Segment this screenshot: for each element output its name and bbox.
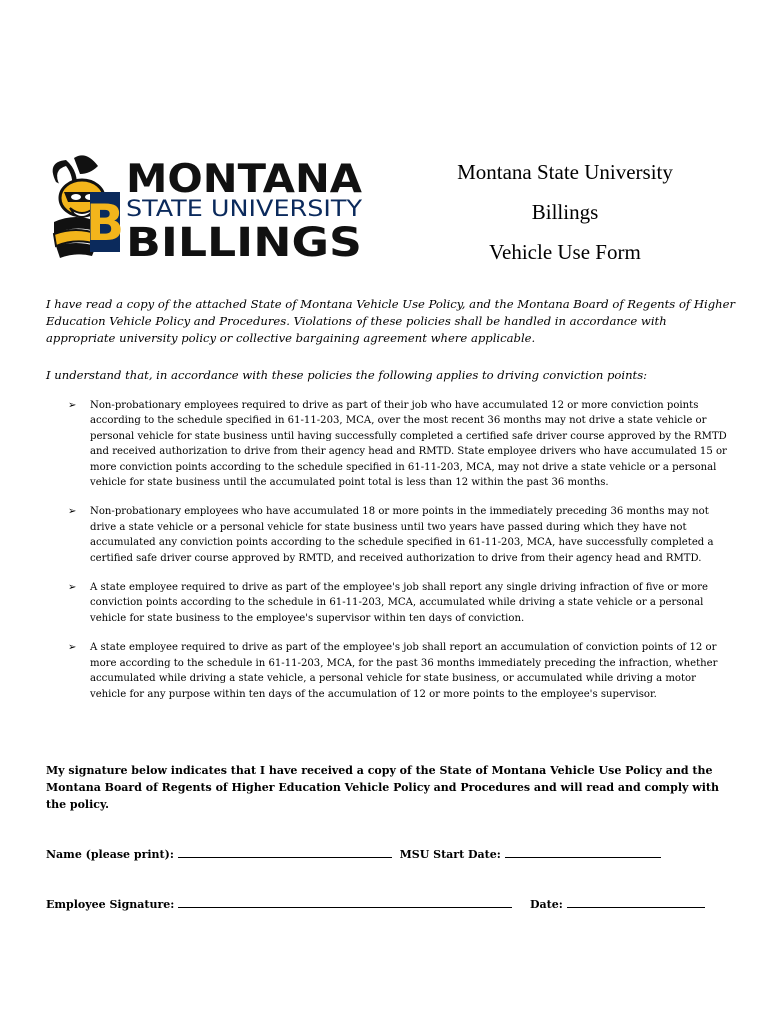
list-item-text: Non-probationary employees who have accumulated 18 or more points in the immediately preceding 36 months may not drive a state vehicle or a personal vehicle for state business until two years have passed during which they have not accumulated any conviction points according to the schedule specified in 61-11-203, MCA, have successfully completed a certified safe driver course approved by RMTD, and received authorization to drive from their agency head and RMTD. bbox=[90, 506, 714, 564]
signature-input-line[interactable] bbox=[178, 896, 512, 908]
understand-statement: I understand that, in accordance with these policies the following applies to driving conviction points: bbox=[46, 368, 648, 382]
logo-monogram: B bbox=[85, 194, 125, 252]
name-label: Name (please print): bbox=[46, 848, 174, 861]
list-item-text: Non-probationary employees required to drive as part of their job who have accumulated 12 or more conviction points according to the schedule specified in 61-11-203, MCA, over the most recent 36 months may not drive a state vehicle or personal vehicle for state business until having successfully completed a certified safe driver course approved by the RMTD and received authorization to drive from their agency head and RMTD. State employee drivers who have accumulated 15 or more conviction points according to the schedule specified in 61-11-203, MCA, may not drive a state vehicle or a personal vehicle for state business until the accumulated point total is less than 12 within the past 36 months. bbox=[90, 400, 727, 489]
list-item bbox=[68, 398, 728, 490]
list-item bbox=[68, 580, 728, 626]
arrow-bullet-icon: ➢ bbox=[68, 506, 77, 518]
name-input-line[interactable] bbox=[178, 846, 392, 858]
form-title-block bbox=[420, 152, 710, 272]
arrow-bullet-icon: ➢ bbox=[68, 400, 77, 411]
signature-field-row bbox=[46, 896, 705, 911]
start-date-label: MSU Start Date: bbox=[399, 848, 501, 861]
university-name: Montana State University bbox=[457, 160, 673, 184]
intro-paragraph: I have read a copy of the attached State of Montana Vehicle Use Policy, and the Montana Board of Regents of Higher Education Vehicle Policy and Procedures. Violations of these policies shall be handled in accordance with appropriate university policy or collective bargaining agreement where applicable. bbox=[46, 297, 736, 345]
arrow-bullet-icon: ➢ bbox=[68, 642, 77, 654]
arrow-bullet-icon: ➢ bbox=[68, 582, 77, 594]
form-title: Vehicle Use Form bbox=[489, 240, 641, 264]
logo-line2: STATE UNIVERSITY bbox=[126, 197, 363, 222]
acknowledgement-statement: My signature below indicates that I have received a copy of the State of Montana Vehicle Use Policy and the Montana Board of Regents of Higher Education Vehicle Policy and Procedures and will read and comply with the policy. bbox=[46, 764, 719, 811]
campus-name: Billings bbox=[531, 200, 599, 224]
yellowjacket-mascot-icon bbox=[46, 152, 366, 262]
list-item-text: A state employee required to drive as part of the employee's job shall report any single driving infraction of five or more conviction points according to the schedule in 61-11-203, MCA, accumulated while driving a state vehicle or a personal vehicle for state business to the employee's supervisor within ten days of conviction. bbox=[90, 582, 708, 624]
logo-line1: MONTANA bbox=[126, 157, 362, 202]
list-item bbox=[68, 640, 728, 702]
signature-label: Employee Signature: bbox=[46, 898, 175, 911]
name-field-row bbox=[46, 846, 661, 861]
list-item bbox=[68, 504, 728, 566]
start-date-input-line[interactable] bbox=[505, 846, 661, 858]
logo-line3: BILLINGS bbox=[126, 220, 362, 262]
conviction-points-list bbox=[68, 398, 728, 716]
date-input-line[interactable] bbox=[567, 896, 705, 908]
date-label: Date: bbox=[530, 898, 563, 911]
msu-billings-logo bbox=[46, 152, 366, 262]
list-item-text: A state employee required to drive as part of the employee's job shall report an accumulation of conviction points of 12 or more according to the schedule in 61-11-203, MCA, for the past 36 months immediately preceding the infraction, whether accumulated while driving a state vehicle, a personal vehicle for state business, or accumulated while driving a motor vehicle for any purpose within ten days of the accumulation of 12 or more points to the employee's supervisor. bbox=[90, 642, 718, 700]
